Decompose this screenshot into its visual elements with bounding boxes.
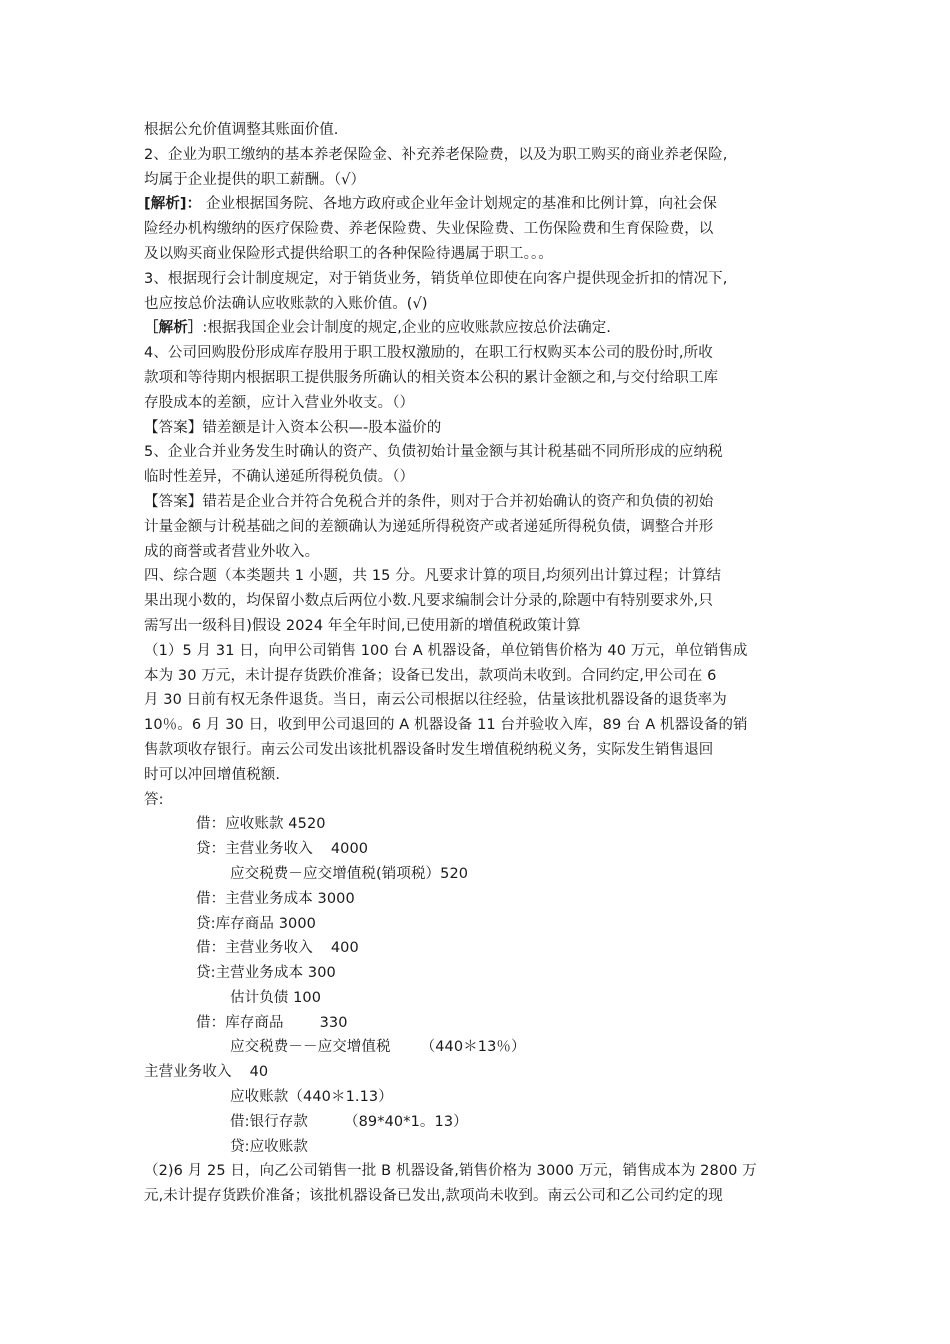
text-line: 5、企业合并业务发生时确认的资产、负债初始计量金额与其计税基础不同所形成的应纳税 xyxy=(144,444,723,461)
answer-label: 【答案】 xyxy=(144,419,203,436)
text-line: 售款项收存银行。南云公司发出该批机器设备时发生增值税纳税义务，实际发生销售退回 xyxy=(144,741,714,758)
text-line xyxy=(144,416,816,441)
text-line: 计量金额与计税基础之间的差额确认为递延所得税资产或者递延所得税负债，调整合并形 xyxy=(144,518,714,535)
text-line: 本为 30 万元，未计提存货跌价准备；设备已发出，款项尚未收到。合同约定,甲公司在 6 xyxy=(144,667,717,684)
entry-account: 应交税费－－应交增值税 xyxy=(230,1039,391,1056)
answer-text: 错若是企业合并符合免税合并的条件，则对于合并初始确认的资产和负债的初始 xyxy=(202,493,714,510)
text-line: （2)6 月 25 日，向乙公司销售一批 B 机器设备,销售价格为 3000 万元，销售成本为 2800 万 xyxy=(144,1163,757,1180)
entry-amount: （440＊13％） xyxy=(420,1039,526,1056)
document-body xyxy=(144,118,816,1209)
entry-amount: 40 xyxy=(249,1064,269,1081)
analysis-label: ［解析］ xyxy=(144,320,203,337)
text-line: 险经办机构缴纳的医疗保险费、养老保险费、失业保险费、工伤保险费和生育保险费，以 xyxy=(144,221,714,238)
journal-entry-line: 应收账款（440＊1.13） xyxy=(230,1089,393,1106)
text-line: 均属于企业提供的职工薪酬。（√） xyxy=(144,171,366,188)
journal-entry-line: 贷:库存商品 3000 xyxy=(196,915,316,932)
journal-entry-line xyxy=(144,1011,816,1036)
text-line: 时可以冲回增值税额. xyxy=(144,766,281,783)
text-line: 根据公允价值调整其账面价值. xyxy=(144,122,339,138)
analysis-label: [解析]： xyxy=(144,196,202,213)
entry-account: 贷：主营业务收入 xyxy=(196,841,313,858)
entry-amount: 330 xyxy=(319,1014,348,1031)
entry-account: 借：库存商品 xyxy=(196,1014,284,1031)
journal-entry-line: 估计负债 100 xyxy=(230,989,322,1006)
text-line: 10％。6 月 30 日，收到甲公司退回的 A 机器设备 11 台并验收入库，89 台 A 机器设备的销 xyxy=(144,717,748,734)
text-line: 果出现小数的，均保留小数点后两位小数.凡要求编制会计分录的,除题中有特别要求外,只 xyxy=(144,593,713,610)
entry-amount: （89*40*1。13） xyxy=(344,1113,468,1130)
answer-heading: 答: xyxy=(144,791,164,808)
analysis-text: :根据我国企业会计制度的规定,企业的应收账款应按总价法确定. xyxy=(202,320,612,337)
entry-account: 借：主营业务收入 xyxy=(196,940,313,957)
text-line: 四、综合题（本类题共 1 小题，共 15 分。凡要求计算的项目,均须列出计算过程；计算结 xyxy=(144,568,722,585)
text-line: 临时性差异，不确认递延所得税负债。（） xyxy=(144,469,415,486)
analysis-text: 企业根据国务院、各地方政府或企业年金计划规定的基准和比例计算，向社会保 xyxy=(201,196,717,213)
text-line: 及以购买商业保险形式提供给职工的各种保险待遇属于职工。。。 xyxy=(144,245,553,262)
text-line: 款项和等待期内根据职工提供服务所确认的相关资本公积的累计金额之和,与交付给职工库 xyxy=(144,369,719,386)
text-line: 2、企业为职工缴纳的基本养老保险金、补充养老保险费，以及为职工购买的商业养老保险, xyxy=(144,146,728,163)
entry-amount: 4000 xyxy=(330,841,369,858)
text-line: 存股成本的差额，应计入营业外收支。（） xyxy=(144,394,415,411)
journal-entry-line xyxy=(144,936,816,961)
text-line: 元,未计提存货跌价准备；该批机器设备已发出,款项尚未收到。南云公司和乙公司约定的现 xyxy=(144,1188,723,1205)
journal-entry-line: 贷:主营业务成本 300 xyxy=(196,965,336,982)
journal-entry-line: 借：主营业务成本 3000 xyxy=(196,890,355,907)
text-line xyxy=(144,490,816,515)
journal-entry-line: 贷:应收账款 xyxy=(230,1138,308,1155)
journal-entry-line xyxy=(144,1060,816,1085)
journal-entry-line: 应交税费－应交增值税(销项税）520 xyxy=(230,865,469,882)
journal-entry-line: 借：应收账款 4520 xyxy=(196,816,326,833)
text-line xyxy=(144,316,816,341)
journal-entry-line xyxy=(144,1110,816,1135)
text-line: 4、公司回购股份形成库存股用于职工股权激励的，在职工行权购买本公司的股份时,所收 xyxy=(144,345,713,362)
entry-amount: 400 xyxy=(330,940,359,957)
text-line: 成的商誉或者营业外收入。 xyxy=(144,543,320,560)
text-line xyxy=(144,192,816,217)
journal-entry-line xyxy=(144,1035,816,1060)
text-line: 月 30 日前有权无条件退货。当日，南云公司根据以往经验，估量该批机器设备的退货率为 xyxy=(144,692,727,709)
text-line: 也应按总价法确认应收账款的入账价值。(√) xyxy=(144,295,428,312)
text-line: 3、根据现行会计制度规定，对于销货业务，销货单位即使在向客户提供现金折扣的情况下, xyxy=(144,270,728,287)
text-line: 需写出一级科目)假设 2024 年全年时间,已使用新的增值税政策计算 xyxy=(144,617,581,634)
text-line: （1）5 月 31 日，向甲公司销售 100 台 A 机器设备，单位销售价格为 40 万元，单位销售成 xyxy=(144,642,748,659)
entry-account: 主营业务收入 xyxy=(144,1064,232,1081)
answer-label: 【答案】 xyxy=(144,493,203,510)
entry-account: 借:银行存款 xyxy=(230,1113,308,1130)
answer-text: 错差额是计入资本公积—-股本溢价的 xyxy=(202,419,442,436)
journal-entry-line xyxy=(144,837,816,862)
